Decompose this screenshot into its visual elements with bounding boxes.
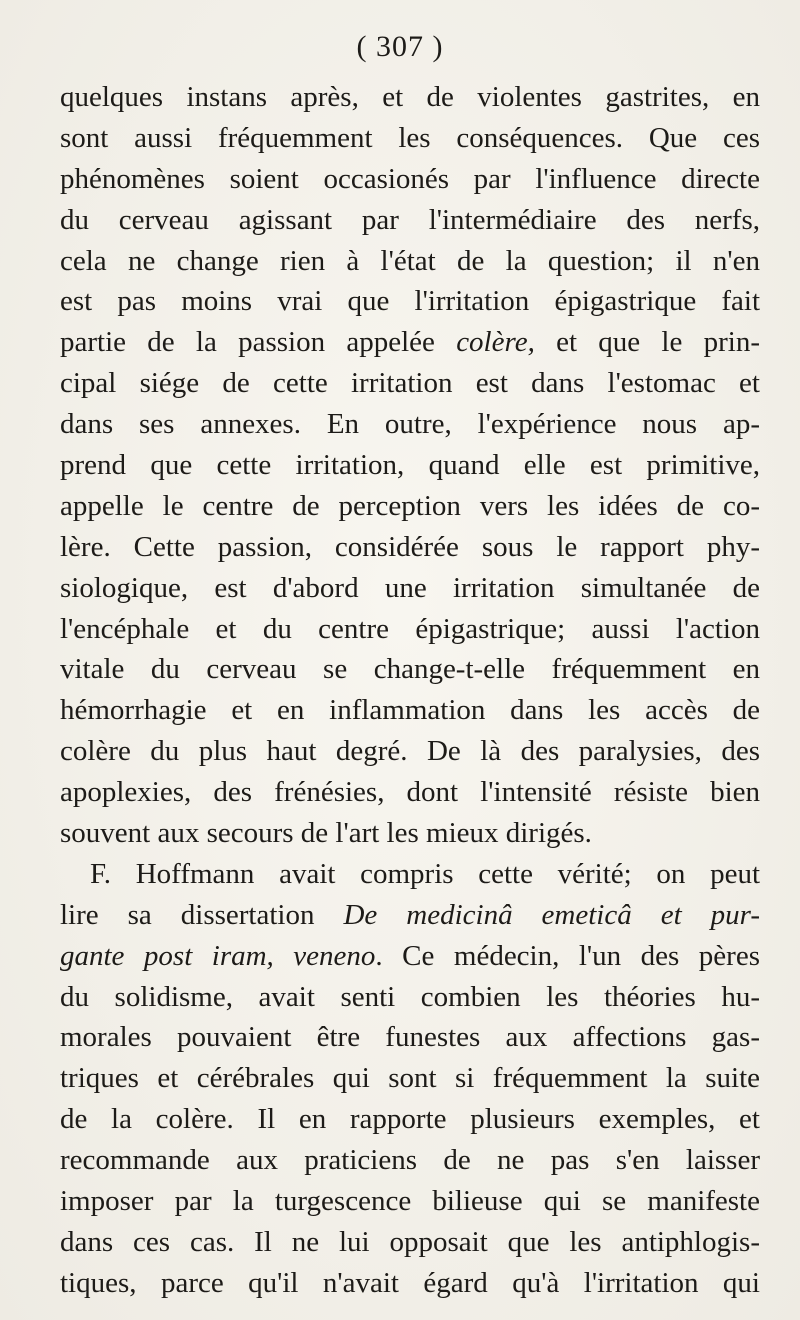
text-line xyxy=(60,322,760,363)
text-line: vitale du cerveau se change-t-elle fréquemment en xyxy=(60,653,760,686)
text-line: tiques, parce qu'il n'avait égard qu'à l'irritation qui xyxy=(60,1266,760,1299)
text-line: est pas moins vrai que l'irritation épigastrique fait xyxy=(60,285,760,318)
text-line: l'encéphale et du centre épigastrique; aussi l'action xyxy=(60,612,760,645)
text-run: et que le prin- xyxy=(534,326,760,359)
text-line: morales pouvaient être funestes aux affections gas- xyxy=(60,1021,760,1054)
text-line: de la colère. Il en rapporte plusieurs exemples, et xyxy=(60,1103,760,1136)
text-line: cela ne change rien à l'état de la question; il n'en xyxy=(60,244,760,277)
text-line: imposer par la turgescence bilieuse qui se manifeste xyxy=(60,1185,760,1218)
text-line: recommande aux praticiens de ne pas s'en laisser xyxy=(60,1144,760,1177)
text-line: quelques instans après, et de violentes gastrites, en xyxy=(60,81,760,113)
body-text xyxy=(60,77,760,1304)
text-run: partie de la passion appelée xyxy=(60,326,457,359)
italic-text-run: colère, xyxy=(456,326,535,359)
text-line: triques et cérébrales qui sont si fréquemment la suite xyxy=(60,1062,760,1095)
text-line: colère du plus haut degré. De là des paralysies, des xyxy=(60,735,760,768)
text-line: apoplexies, des frénésies, dont l'intensité résiste bien xyxy=(60,776,760,809)
text-line: phénomènes soient occasionés par l'influence directe xyxy=(60,162,760,195)
text-line: dans ces cas. Il ne lui opposait que les antiphlogis- xyxy=(60,1225,760,1258)
text-run: . Ce médecin, l'un des pères xyxy=(375,939,760,972)
text-line: prend que cette irritation, quand elle est primitive, xyxy=(60,449,760,482)
italic-text-run: gante post iram, veneno xyxy=(60,939,376,972)
page-number: ( 307 ) xyxy=(356,30,444,63)
text-line: souvent aux secours de l'art les mieux dirigés. xyxy=(60,817,592,850)
text-line: sont aussi fréquemment les conséquences. Que ces xyxy=(60,121,760,154)
text-line: dans ses annexes. En outre, l'expérience nous ap- xyxy=(60,408,760,441)
italic-text-run: De medicinâ emeticâ et pur- xyxy=(343,898,760,931)
text-line: lère. Cette passion, considérée sous le rapport phy- xyxy=(60,530,760,563)
text-run: lire sa dissertation xyxy=(60,898,344,931)
text-line: F. Hoffmann avait compris cette vérité; on peut xyxy=(90,857,760,890)
text-line: du solidisme, avait senti combien les théories hu- xyxy=(60,980,760,1013)
text-line xyxy=(60,936,760,977)
text-line: hémorrhagie et en inflammation dans les accès de xyxy=(60,694,760,727)
text-line xyxy=(60,895,760,936)
text-line: cipal siége de cette irritation est dans l'estomac et xyxy=(60,367,760,400)
text-line: appelle le centre de perception vers les idées de co- xyxy=(60,489,760,522)
text-line: du cerveau agissant par l'intermédiaire des nerfs, xyxy=(60,203,760,236)
text-line: siologique, est d'abord une irritation simultanée de xyxy=(60,571,760,604)
